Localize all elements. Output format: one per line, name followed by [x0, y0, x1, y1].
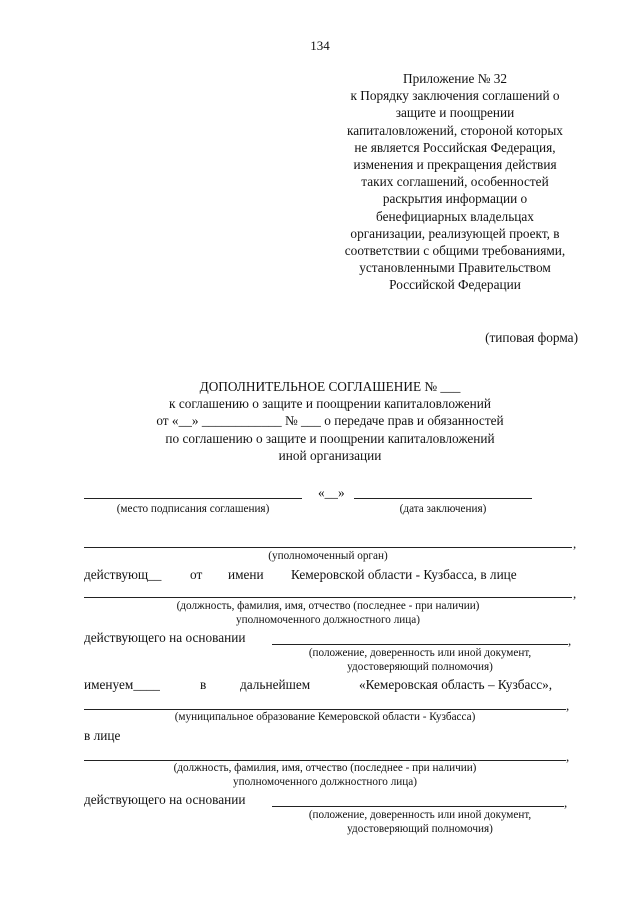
basis-label: действующего на основании — [84, 630, 246, 645]
official-person-field[interactable] — [84, 597, 572, 598]
form-type-label: (типовая форма) — [485, 330, 578, 345]
title-line: по соглашению о защите и поощрении капиталовложений — [165, 430, 495, 446]
appendix-line: организации, реализующей проект, в — [350, 225, 560, 241]
named-word: дальнейшем — [240, 677, 311, 692]
named-word: именуем____ — [84, 677, 160, 692]
basis-document-field[interactable] — [272, 644, 568, 645]
authorized-organ-field[interactable] — [84, 547, 572, 548]
document-caption-line: удостоверяющий полномочия) — [347, 661, 493, 673]
authorized-organ-caption: (уполномоченный орган) — [268, 550, 388, 562]
basis-label: действующего на основании — [84, 792, 246, 807]
comma: , — [568, 633, 572, 648]
person-caption-line: (должность, фамилия, имя, отчество (последнее - при наличии) — [176, 600, 480, 612]
appendix-line: Российской Федерации — [389, 277, 521, 293]
document-title — [60, 378, 600, 464]
named-word: в — [200, 677, 207, 692]
document-caption-line: удостоверяющий полномочия) — [347, 823, 493, 835]
signing-date-caption: (дата заключения) — [399, 503, 487, 515]
signing-place-caption: (место подписания соглашения) — [116, 503, 270, 515]
title-line: к соглашению о защите и поощрении капиталовложений — [169, 396, 491, 412]
appendix-line: таких соглашений, особенностей — [361, 174, 549, 190]
appendix-line: Приложение № 32 — [403, 71, 507, 86]
person-caption-line: уполномоченного должностного лица) — [236, 614, 420, 626]
appendix-line: установленными Правительством — [359, 260, 551, 276]
title-line: от «__» ____________ № ___ о передаче прав и обязанностей — [156, 413, 504, 429]
municipal-entity-field[interactable] — [84, 709, 566, 710]
document-caption-line: (положение, доверенность или иной документ, — [308, 809, 532, 821]
person-caption-line: (должность, фамилия, имя, отчество (последнее - при наличии) — [173, 762, 477, 774]
title-line: иной организации — [278, 447, 382, 463]
appendix-heading — [318, 70, 592, 294]
acting-word: от — [190, 567, 203, 582]
comma: , — [566, 749, 570, 764]
appendix-line: раскрытия информации о — [382, 191, 528, 207]
appendix-line: соответствии с общими требованиями, — [344, 243, 566, 259]
acting-word: имени — [228, 567, 264, 582]
official-person-field[interactable] — [84, 760, 566, 761]
document-caption-line: (положение, доверенность или иной документ, — [308, 647, 532, 659]
comma: , — [566, 698, 570, 713]
municipal-caption: (муниципальное образование Кемеровской области - Кузбасса) — [174, 711, 476, 723]
comma: , — [564, 795, 568, 810]
appendix-line: изменения и прекращения действия — [353, 157, 557, 173]
comma: , — [573, 586, 577, 601]
acting-word: Кемеровской области - Кузбасса, в лице — [291, 567, 517, 582]
basis-document-field[interactable] — [272, 806, 564, 807]
signing-place-field[interactable] — [84, 498, 302, 499]
appendix-line: капиталовложений, стороной которых — [347, 122, 563, 138]
appendix-line: защите и поощрении — [395, 105, 515, 121]
appendix-line: бенефициарных владельцах — [376, 208, 534, 224]
in-person-label: в лице — [84, 728, 121, 743]
title-line: ДОПОЛНИТЕЛЬНОЕ СОГЛАШЕНИЕ № ___ — [199, 379, 461, 394]
page-number: 134 — [310, 38, 330, 53]
acting-word: действующ__ — [84, 567, 162, 582]
signing-date-field[interactable] — [354, 498, 532, 499]
named-word: «Кемеровская область – Кузбасс», — [359, 677, 553, 692]
appendix-line: к Порядку заключения соглашений о — [350, 88, 560, 104]
person-caption-line: уполномоченного должностного лица) — [233, 776, 417, 788]
comma: , — [573, 536, 577, 551]
appendix-line: не является Российская Федерация, — [354, 139, 556, 155]
signing-date-day-mark: «__» — [318, 485, 345, 500]
